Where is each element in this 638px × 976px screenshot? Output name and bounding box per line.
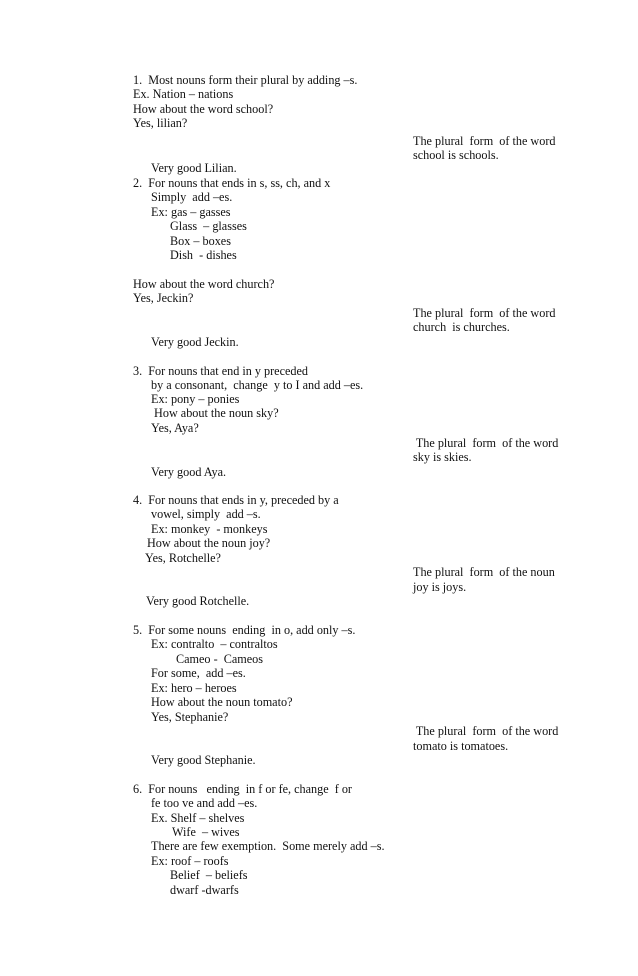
rule-4-text: vowel, simply add –s.	[151, 507, 261, 521]
answer-school-line-2: school is schools.	[413, 148, 499, 162]
answer-sky-line-1: The plural form of the word	[413, 436, 559, 450]
answer-sky-line-2: sky is skies.	[413, 450, 472, 464]
rule-5-heading: 5. For some nouns ending in o, add only –s.	[133, 623, 356, 637]
rule-2-example-dish: Dish - dishes	[170, 248, 237, 262]
question-school: How about the word school?	[133, 102, 274, 116]
question-tomato: How about the noun tomato?	[151, 695, 293, 709]
rule-4-heading: 4. For nouns that ends in y, preceded by a	[133, 493, 339, 507]
praise-lilian: Very good Lilian.	[151, 161, 237, 175]
student-call-jeckin: Yes, Jeckin?	[133, 291, 194, 305]
answer-tomato-line-2: tomato is tomatoes.	[413, 739, 509, 753]
rule-4-example: Ex: monkey - monkeys	[151, 522, 268, 536]
praise-aya: Very good Aya.	[151, 465, 227, 479]
rule-6-example-wife: Wife – wives	[172, 825, 240, 839]
student-call-stephanie: Yes, Stephanie?	[151, 710, 229, 724]
rule-6-example-dwarf: dwarf -dwarfs	[170, 883, 239, 897]
answer-tomato-line-1: The plural form of the word	[413, 724, 559, 738]
rule-6-exemption: There are few exemption. Some merely add –s.	[151, 839, 385, 853]
rule-3-example: Ex: pony – ponies	[151, 392, 240, 406]
rule-2-heading: 2. For nouns that ends in s, ss, ch, and x	[133, 176, 331, 190]
student-call-aya: Yes, Aya?	[151, 421, 199, 435]
rule-2-text: Simply add –es.	[151, 190, 233, 204]
rule-6-heading: 6. For nouns ending in f or fe, change f or	[133, 782, 352, 796]
rule-3-heading: 3. For nouns that end in y preceded	[133, 364, 308, 378]
question-joy: How about the noun joy?	[147, 536, 271, 550]
student-call-lilian: Yes, lilian?	[133, 116, 188, 130]
rule-1-heading: 1. Most nouns form their plural by adding –s.	[133, 73, 358, 87]
answer-joy-line-1: The plural form of the noun	[413, 565, 555, 579]
rule-2-example-glass: Glass – glasses	[170, 219, 247, 233]
rule-5-text-some: For some, add –es.	[151, 666, 246, 680]
answer-church-line-2: church is churches.	[413, 320, 510, 334]
rule-1-example: Ex. Nation – nations	[133, 87, 234, 101]
rule-2-example-box: Box – boxes	[170, 234, 231, 248]
rule-6-example-belief: Belief – beliefs	[170, 868, 248, 882]
rule-6-text: fe too ve and add –es.	[151, 796, 258, 810]
rule-5-example-cameo: Cameo - Cameos	[176, 652, 263, 666]
answer-church-line-1: The plural form of the word	[413, 306, 556, 320]
rule-2-example: Ex: gas – gasses	[151, 205, 231, 219]
praise-rotchelle: Very good Rotchelle.	[146, 594, 250, 608]
rule-6-example-roof: Ex: roof – roofs	[151, 854, 229, 868]
question-sky: How about the noun sky?	[151, 406, 279, 420]
rule-5-example: Ex: contralto – contraltos	[151, 637, 278, 651]
rule-6-example: Ex. Shelf – shelves	[151, 811, 245, 825]
rule-3-text: by a consonant, change y to I and add –es.	[151, 378, 364, 392]
answer-joy-line-2: joy is joys.	[413, 580, 467, 594]
question-church: How about the word church?	[133, 277, 275, 291]
student-call-rotchelle: Yes, Rotchelle?	[145, 551, 221, 565]
praise-stephanie: Very good Stephanie.	[151, 753, 256, 767]
rule-5-example-hero: Ex: hero – heroes	[151, 681, 237, 695]
praise-jeckin: Very good Jeckin.	[151, 335, 239, 349]
answer-school-line-1: The plural form of the word	[413, 134, 556, 148]
